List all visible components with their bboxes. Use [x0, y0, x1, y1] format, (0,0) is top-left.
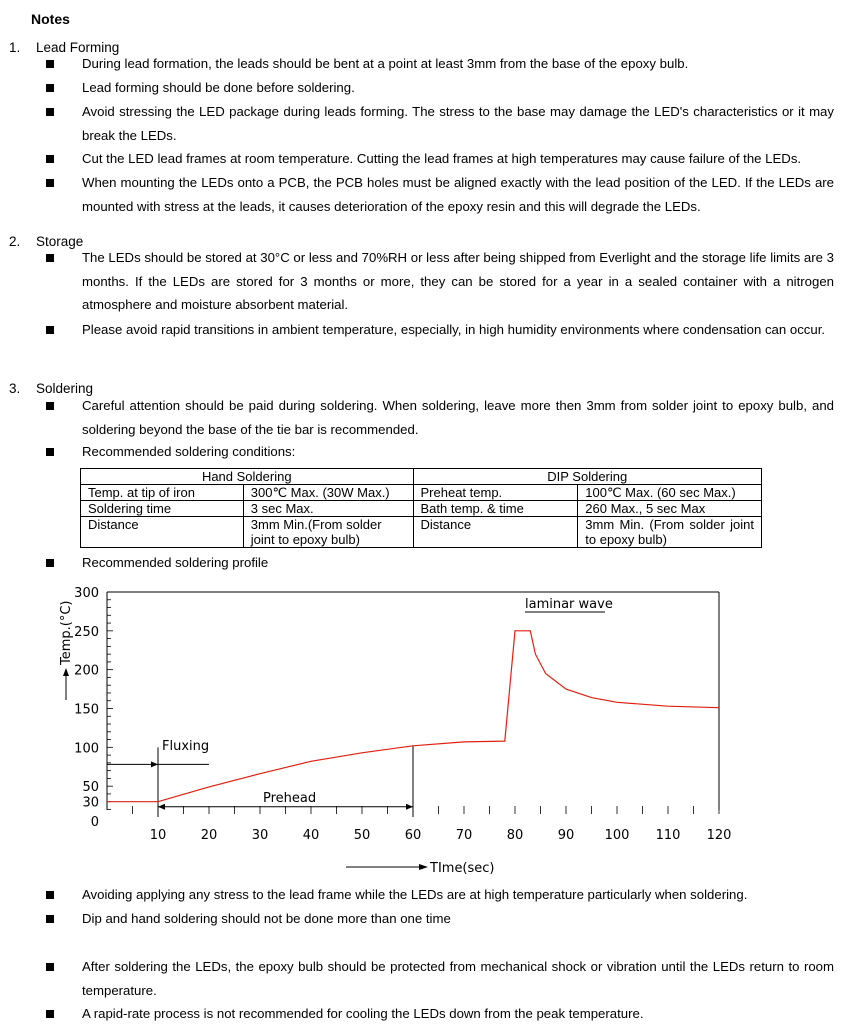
bullet-icon	[46, 963, 54, 971]
section-number: 1.	[9, 40, 21, 55]
y-tick-label: 0	[90, 815, 99, 830]
x-tick-label: 40	[302, 828, 320, 843]
table-cell: Bath temp. & time	[413, 501, 578, 517]
bullet-text: When mounting the LEDs onto a PCB, the PCB holes must be aligned exactly with the lead position of the LED. If the LEDs are mounted with stress at the leads, it causes deterioration of the epoxy resin and this will degrade the LEDs.	[82, 175, 834, 214]
fluxing-arrowhead	[151, 761, 158, 767]
annotation-label: laminar wave	[525, 597, 613, 612]
y-tick-label: 30	[82, 795, 99, 811]
bullet-icon	[46, 448, 54, 456]
bullet-text: After soldering the LEDs, the epoxy bulb should be protected from mechanical shock or vibration until the LEDs return to room temperature.	[82, 959, 834, 998]
x-tick-label: 110	[655, 828, 681, 843]
x-tick-label: 50	[353, 828, 371, 843]
bullet-icon	[46, 84, 54, 92]
y-tick-label: 50	[82, 780, 99, 796]
bullet-icon	[46, 559, 54, 567]
table-cell: 100℃ Max. (60 sec Max.)	[578, 485, 762, 501]
bullet-text: Avoiding applying any stress to the lead frame while the LEDs are at high temperature particularly when soldering.	[82, 887, 748, 902]
x-tick-label: 120	[706, 828, 732, 843]
bullet-icon	[46, 108, 54, 116]
table-cell: Distance	[81, 517, 244, 548]
bullet-icon	[46, 915, 54, 923]
bullet-icon	[46, 891, 54, 899]
bullet-text: Cut the LED lead frames at room temperature. Cutting the lead frames at high temperatures may cause failure of the LEDs.	[82, 151, 802, 166]
dip-soldering-header: DIP Soldering	[413, 469, 762, 485]
table-cell: Temp. at tip of iron	[81, 485, 244, 501]
section-number: 2.	[9, 234, 21, 249]
prehead-arrowhead	[158, 804, 165, 810]
annotation-label: Prehead	[263, 791, 317, 806]
x-tick-label: 100	[604, 828, 630, 843]
table-row	[81, 501, 762, 517]
bullet-text: Recommended soldering conditions:	[82, 444, 296, 459]
bullet-icon	[46, 326, 54, 334]
bullet-text: Please avoid rapid transitions in ambient temperature, especially, in high humidity environments where condensation can occur.	[82, 322, 826, 337]
x-tick-label: 60	[404, 828, 422, 843]
section-number: 3.	[9, 381, 21, 396]
y-tick-labels	[74, 586, 99, 830]
bullet-icon	[46, 402, 54, 410]
y-axis-arrowhead	[63, 668, 69, 676]
chart-guide-lines	[107, 746, 413, 817]
table-cell: Distance	[413, 517, 578, 548]
bullet-text: Dip and hand soldering should not be done more than one time	[82, 911, 451, 926]
x-tick-label: 20	[200, 828, 218, 843]
table-row	[81, 517, 762, 548]
x-tick-label: 30	[251, 828, 269, 843]
section-label: Storage	[36, 234, 84, 249]
bullet-text: Recommended soldering profile	[82, 555, 269, 570]
section-label: Lead Forming	[36, 40, 120, 55]
bullet-text: The LEDs should be stored at 30°C or less and 70%RH or less after being shipped from Everlight and the storage life limits are 3 months. If the LEDs are stored for 3 months or more, they can be stored for a year in a sealed container with a nitrogen atmosphere and moisture absorbent material.	[82, 250, 834, 312]
bullet-icon	[46, 254, 54, 262]
y-tick-label: 150	[74, 702, 99, 718]
bullet-text: Careful attention should be paid during soldering. When soldering, leave more then 3mm from solder joint to epoxy bulb, and soldering beyond the base of the tie bar is recommended.	[82, 398, 834, 437]
page-title: Notes	[31, 11, 70, 27]
table-row	[81, 485, 762, 501]
prehead-arrowhead	[406, 804, 413, 810]
table-cell: Preheat temp.	[413, 485, 578, 501]
table-cell: 300℃ Max. (30W Max.)	[243, 485, 413, 501]
y-tick-label: 250	[74, 624, 99, 640]
table-header-row	[81, 469, 762, 485]
bullet-icon	[46, 1010, 54, 1018]
table-cell: 3mm Min.(From solder joint to epoxy bulb)	[243, 517, 413, 548]
hand-soldering-header: Hand Soldering	[81, 469, 414, 485]
bullet-text: Lead forming should be done before soldering.	[82, 80, 355, 95]
table-cell: 3mm Min. (From solder joint to epoxy bulb)	[578, 517, 762, 548]
soldering-conditions-table	[80, 468, 762, 548]
x-tick-label: 70	[455, 828, 473, 843]
table-cell: 3 sec Max.	[243, 501, 413, 517]
x-tick-labels	[150, 828, 732, 843]
x-axis-arrowhead	[419, 864, 428, 870]
bullet-icon	[46, 179, 54, 187]
y-axis-label: Temp.(°C)	[59, 600, 74, 665]
x-tick-label: 80	[506, 828, 524, 843]
x-tick-label: 90	[557, 828, 575, 843]
section-label: Soldering	[36, 381, 94, 396]
axis-labels	[59, 601, 495, 877]
y-tick-label: 100	[74, 741, 99, 757]
x-tick-label: 10	[149, 828, 167, 843]
x-axis-label: TIme(sec)	[430, 861, 495, 876]
chart-annotations	[162, 597, 613, 806]
table-cell: Soldering time	[81, 501, 244, 517]
bullet-text: A rapid-rate process is not recommended for cooling the LEDs down from the peak temperature.	[82, 1006, 644, 1021]
annotation-label: Fluxing	[162, 739, 210, 754]
bullet-text: Avoid stressing the LED package during leads forming. The stress to the base may damage the LED's characteristics or it may break the LEDs.	[82, 104, 834, 143]
bullet-icon	[46, 155, 54, 163]
y-tick-label: 200	[74, 663, 99, 679]
soldering-profile-chart	[0, 580, 842, 880]
bullet-text: During lead formation, the leads should be bent at a point at least 3mm from the base of the epoxy bulb.	[82, 56, 689, 71]
bullet-icon	[46, 60, 54, 68]
table-cell: 260 Max., 5 sec Max	[578, 501, 762, 517]
y-tick-label: 300	[74, 586, 99, 601]
